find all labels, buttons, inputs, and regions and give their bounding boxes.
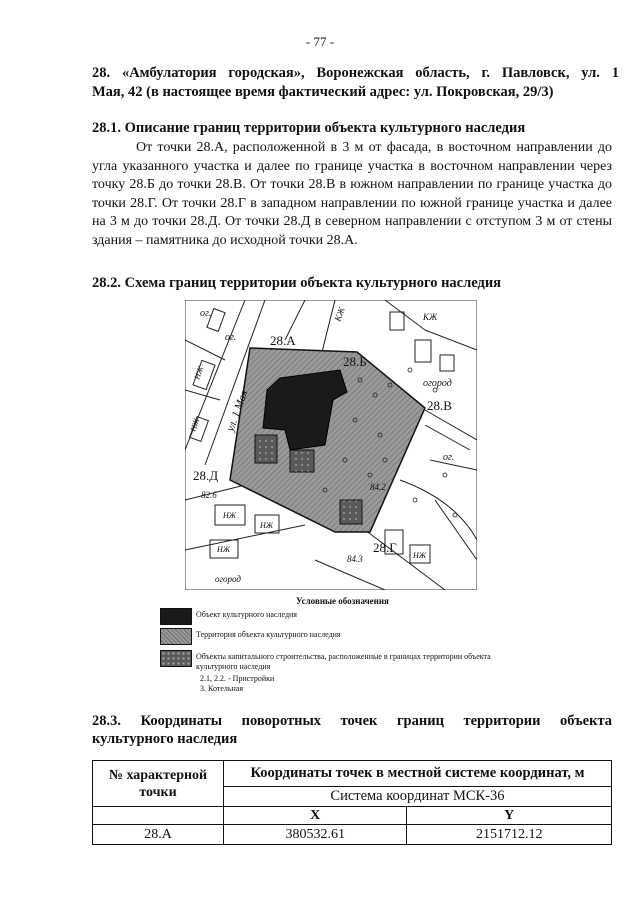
- table-header-x: X: [224, 807, 407, 825]
- map-label-nzh6: НЖ: [413, 551, 427, 560]
- section-1-text: От точки 28.А, расположенной в 3 м от фасада, в восточном направлении до угла указанного участка и далее по границе участка в восточном направлении через точку 28.Б до точки 28.В. От точки 28.В в южном направлении по границе участка до точки 28.Г. От точки 28.Г в западном направлении по южной границе участка и далее на 3 м до точки 28.Д. От точки 28.Д в северном направлении с отступом 3 м от стены здания – памятника до исходной точки 28.А.: [92, 140, 612, 248]
- map-label-nzh3: НЖ: [223, 511, 237, 520]
- map-label-842: 84.2: [370, 482, 386, 492]
- table-cell-y: 2151712.12: [407, 825, 612, 845]
- legend-item-capital: [160, 650, 560, 696]
- legend-text-territory: Территория объекта культурного наследия: [196, 630, 341, 639]
- table-cell-x: 380532.61: [224, 825, 407, 845]
- legend-text-capital: Объекты капитального строительства, расположенные в границах территории объекта культурного наследия: [196, 652, 491, 671]
- section-3-title-line1: 28.3. Координаты поворотных точек границ территории объекта: [92, 713, 612, 729]
- table-header-point: № характерной точки: [93, 761, 224, 807]
- map-label-kzh2: КЖ: [423, 312, 438, 322]
- map-label-ogorod-bottom: огород: [215, 574, 241, 584]
- section-2-title: 28.2. Схема границ территории объекта культурного наследия: [92, 275, 502, 291]
- legend-item-object: [160, 608, 560, 626]
- map-svg: [185, 300, 477, 590]
- map-label-nzh4: НЖ: [217, 545, 231, 554]
- table-cell-point: 28.А: [93, 825, 224, 845]
- legend-title: Условные обозначения: [296, 596, 389, 606]
- capital-object-1: [255, 435, 277, 463]
- legend-note-1: 2.1, 2.2. - Пристройки: [200, 674, 275, 683]
- map-label-826: 82.6: [201, 490, 217, 500]
- object-heading-line1: 28. «Амбулатория городская», Воронежская область, г. Павловск, ул. 1: [92, 65, 619, 81]
- map-label-nzh1: НЖ: [192, 365, 206, 381]
- map-label-843: 84.3: [347, 554, 363, 564]
- map-label-og3: ог.: [443, 452, 455, 463]
- point-label-28v: 28.В: [427, 398, 452, 413]
- map-label-nzh5: НЖ: [260, 521, 274, 530]
- capital-object-2: [290, 450, 314, 472]
- page-number: - 77 -: [305, 34, 335, 49]
- table-empty-cell: [93, 807, 224, 825]
- point-label-28g: 28.Г: [373, 540, 397, 555]
- map-label-kzh1: КЖ: [332, 305, 347, 323]
- table-header-group: Координаты точек в местной системе координат, м: [224, 761, 612, 787]
- point-label-28a: 28.А: [270, 333, 296, 348]
- table-header-y: Y: [407, 807, 612, 825]
- section-3-title-line2: культурного наследия: [92, 731, 238, 747]
- point-label-28b: 28.Б: [343, 354, 367, 369]
- object-heading-line2: Мая, 42 (в настоящее время фактический адрес: ул. Покровская, 29/3): [92, 84, 554, 100]
- section-1-title: 28.1. Описание границ территории объекта культурного наследия: [92, 120, 526, 136]
- table-header-system: Система координат МСК-36: [224, 787, 612, 807]
- legend-note-2: 3. Котельная: [200, 684, 244, 693]
- legend-swatch-capital: [160, 650, 192, 667]
- legend-item-territory: [160, 628, 560, 646]
- capital-object-3: [340, 500, 362, 524]
- street-label: ул. 1 Мая: [224, 388, 251, 434]
- map-label-og1: ог.: [200, 308, 212, 319]
- map-label-ogorod: огород: [423, 378, 452, 389]
- legend-swatch-territory: [160, 628, 192, 645]
- boundary-scheme-map: [185, 300, 477, 590]
- coordinates-table: [92, 760, 612, 845]
- object-heading: [92, 64, 619, 102]
- section-1-text-block: [92, 139, 612, 250]
- point-label-28d: 28.Д: [193, 468, 219, 483]
- table-row: [93, 825, 612, 845]
- legend-swatch-object: [160, 608, 192, 625]
- map-label-nzh2: НЖ: [188, 417, 202, 433]
- legend-text-object: Объект культурного наследия: [196, 610, 297, 619]
- map-label-og2: ог.: [225, 332, 237, 343]
